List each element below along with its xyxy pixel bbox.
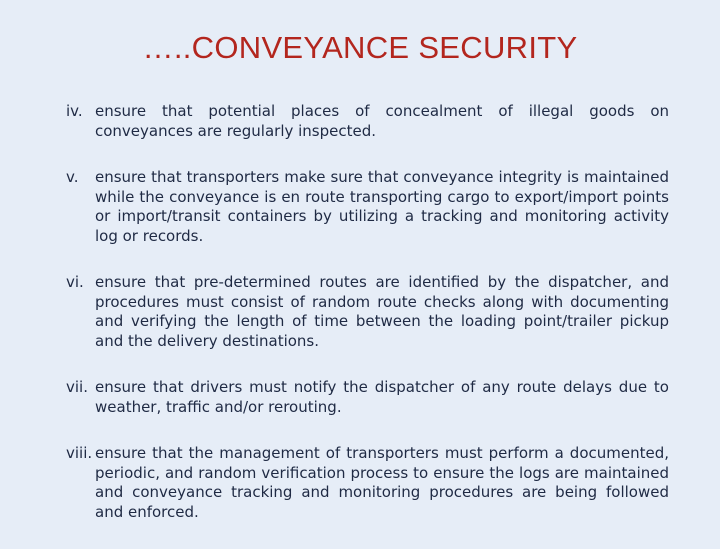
list-item [66,168,669,246]
item-text: ensure that transporters make sure that conveyance integrity is maintained while the conveyance is en route transporting cargo to export/import points or import/transit containers by utilizing a tracking and monitoring activity log or records. [95,168,669,245]
item-numeral: vii. [66,378,88,396]
item-numeral: iv. [66,102,83,120]
item-numeral: vi. [66,273,84,291]
item-numeral: viii. [66,444,93,462]
list-item [66,273,669,351]
slide-title: …..CONVEYANCE SECURITY [142,30,578,65]
list-item [66,378,669,417]
item-text: ensure that pre-determined routes are identified by the dispatcher, and procedures must consist of random route checks along with documenting and verifying the length of time between the loading point/trailer pickup and the delivery destinations. [95,273,669,350]
list-item [66,102,669,141]
list-item [66,444,669,522]
item-numeral: v. [66,168,79,186]
item-text: ensure that the management of transporters must perform a documented, periodic, and random verification process to ensure the logs are maintained and conveyance tracking and monitoring procedures are being followed and enforced. [95,444,669,521]
item-text: ensure that potential places of concealment of illegal goods on conveyances are regularly inspected. [95,102,669,140]
requirements-list [66,102,669,549]
item-text: ensure that drivers must notify the dispatcher of any route delays due to weather, traffic and/or rerouting. [95,378,669,416]
